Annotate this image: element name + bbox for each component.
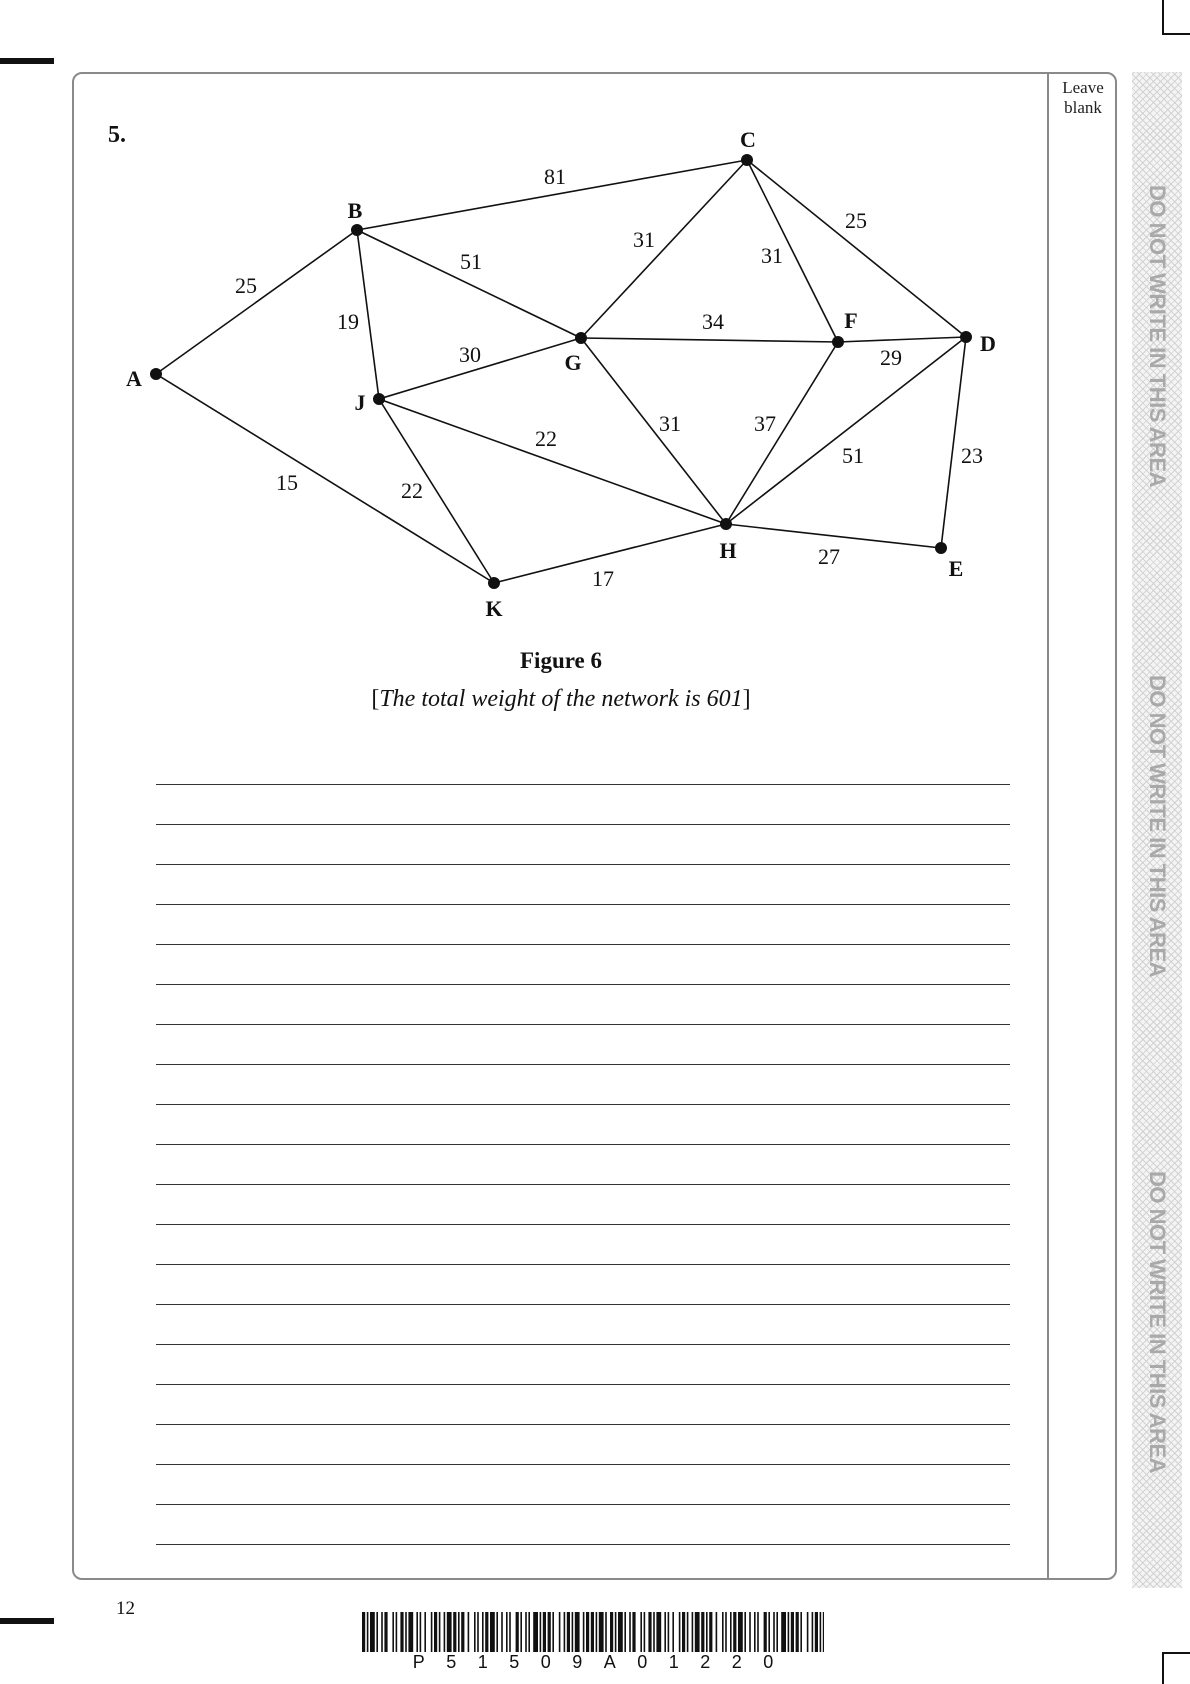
weight-label-b-g: 51 — [460, 249, 482, 274]
answer-line[interactable] — [156, 1184, 1010, 1185]
barcode-bar — [552, 1612, 554, 1652]
barcode-bar — [653, 1612, 655, 1652]
barcode-bar — [416, 1612, 418, 1652]
barcode-bar — [392, 1612, 394, 1652]
barcode-bar — [716, 1612, 718, 1652]
answer-line[interactable] — [156, 1424, 1010, 1425]
barcode-bar — [615, 1612, 617, 1652]
edge-b-g — [357, 230, 581, 338]
answer-line[interactable] — [156, 1024, 1010, 1025]
node-label-k: K — [485, 596, 503, 621]
barcode-bar — [773, 1612, 775, 1652]
barcode-bar — [664, 1612, 666, 1652]
barcode-bar — [396, 1612, 398, 1652]
barcode-bar — [453, 1612, 456, 1652]
barcode-bar — [376, 1612, 378, 1652]
weight-label-a-b: 25 — [235, 273, 257, 298]
barcode-bar — [384, 1612, 387, 1652]
weight-label-f-h: 37 — [754, 411, 776, 436]
barcode-bar — [362, 1612, 365, 1652]
node-g — [575, 332, 587, 344]
barcode-bar — [408, 1612, 413, 1652]
barcode-bar — [583, 1612, 585, 1652]
barcode-bar — [439, 1612, 441, 1652]
barcode-bar — [744, 1612, 746, 1652]
edge-a-b — [156, 230, 357, 374]
barcode-bar — [629, 1612, 631, 1652]
barcode-bar — [757, 1612, 759, 1652]
node-label-e: E — [948, 556, 964, 581]
answer-line[interactable] — [156, 1304, 1010, 1305]
question-number: 5. — [108, 122, 126, 148]
crop-mark-bottom-right — [1162, 1652, 1164, 1684]
node-j — [373, 393, 385, 405]
answer-line[interactable] — [156, 1544, 1010, 1545]
barcode-bar — [477, 1612, 479, 1652]
edge-g-f — [581, 338, 838, 342]
barcode-bar — [525, 1612, 527, 1652]
barcode-bar — [668, 1612, 670, 1652]
barcode-bar — [687, 1612, 689, 1652]
barcode-bar — [706, 1612, 708, 1652]
caption-text: The total weight of the network is 601 — [379, 686, 743, 712]
answer-line[interactable] — [156, 1384, 1010, 1385]
edge-f-d — [838, 337, 966, 342]
edge-j-k — [379, 399, 494, 583]
node-f — [832, 336, 844, 348]
answer-line[interactable] — [156, 1224, 1010, 1225]
edge-f-h — [726, 342, 838, 524]
answer-line[interactable] — [156, 1104, 1010, 1105]
weight-label-d-e: 23 — [961, 443, 983, 468]
barcode-bar — [610, 1612, 613, 1652]
barcode-bar — [754, 1612, 756, 1652]
barcode-char: 2 — [700, 1652, 711, 1672]
caption-close-bracket: ] — [742, 686, 751, 712]
barcode-bar — [474, 1612, 476, 1652]
weight-label-d-h: 51 — [842, 443, 864, 468]
answer-line[interactable] — [156, 984, 1010, 985]
barcode-bar — [559, 1612, 561, 1652]
node-label-j: J — [354, 390, 366, 415]
barcode-bar — [509, 1612, 511, 1652]
barcode-bar — [709, 1612, 712, 1652]
barcode-bar — [520, 1612, 522, 1652]
barcode-bar — [618, 1612, 623, 1652]
weight-label-c-f: 31 — [761, 243, 783, 268]
barcode-bar — [496, 1612, 498, 1652]
barcode-bar — [381, 1612, 383, 1652]
answer-line[interactable] — [156, 944, 1010, 945]
node-label-d: D — [980, 331, 996, 356]
barcode-bar — [776, 1612, 778, 1652]
barcode-char: 1 — [477, 1652, 488, 1672]
barcode-bar — [431, 1612, 433, 1652]
barcode-bar — [540, 1612, 542, 1652]
barcode-bar — [528, 1612, 530, 1652]
barcode-bar — [599, 1612, 604, 1652]
barcode-bar — [764, 1612, 767, 1652]
edge-g-h — [581, 338, 726, 524]
barcode-bar — [781, 1612, 786, 1652]
barcode-bar — [485, 1612, 488, 1652]
barcode-char: 5 — [446, 1652, 457, 1672]
weight-label-j-h: 22 — [535, 426, 557, 451]
answer-line[interactable] — [156, 1264, 1010, 1265]
barcode-bar — [490, 1612, 495, 1652]
barcode-bar — [823, 1612, 824, 1652]
barcode-bar — [567, 1612, 570, 1652]
barcode-bar — [501, 1612, 503, 1652]
barcode-bar — [564, 1612, 566, 1652]
barcode-bar — [548, 1612, 551, 1652]
answer-line[interactable] — [156, 1464, 1010, 1465]
barcode-bar — [624, 1612, 626, 1652]
answer-line[interactable] — [156, 1344, 1010, 1345]
barcode — [362, 1612, 824, 1652]
barcode-bar — [516, 1612, 519, 1652]
barcode-bar — [788, 1612, 790, 1652]
barcode-char: 0 — [540, 1652, 551, 1672]
barcode-bar — [543, 1612, 546, 1652]
edge-a-k — [156, 374, 494, 583]
weight-label-b-c: 81 — [544, 164, 566, 189]
figure-caption — [0, 686, 1122, 713]
page-number: 12 — [116, 1598, 135, 1619]
barcode-bar — [367, 1612, 369, 1652]
weight-label-j-g: 30 — [459, 342, 481, 367]
barcode-bar — [400, 1612, 403, 1652]
barcode-bar — [648, 1612, 651, 1652]
barcode-bar — [596, 1612, 598, 1652]
barcode-bar — [815, 1612, 818, 1652]
barcode-text — [362, 1652, 824, 1673]
barcode-bar — [447, 1612, 452, 1652]
weight-label-h-e: 27 — [818, 544, 840, 569]
barcode-bar — [575, 1612, 580, 1652]
node-label-c: C — [740, 127, 756, 152]
weight-label-j-k: 22 — [401, 478, 423, 503]
barcode-bar — [420, 1612, 422, 1652]
node-label-b: B — [347, 198, 363, 223]
barcode-bar — [679, 1612, 681, 1652]
barcode-bar — [444, 1612, 446, 1652]
weight-label-g-h: 31 — [659, 411, 681, 436]
node-label-h: H — [719, 538, 737, 563]
barcode-bar — [640, 1612, 642, 1652]
barcode-bar — [812, 1612, 814, 1652]
barcode-bar — [692, 1612, 694, 1652]
weight-label-b-j: 19 — [337, 309, 359, 334]
node-k — [488, 577, 500, 589]
barcode-bar — [796, 1612, 799, 1652]
barcode-bar — [701, 1612, 704, 1652]
node-label-a: A — [126, 366, 142, 391]
barcode-bar — [738, 1612, 743, 1652]
network-diagram — [0, 0, 1120, 640]
barcode-bar — [800, 1612, 802, 1652]
crop-mark-top-right-h — [1162, 33, 1190, 35]
weight-label-a-k: 15 — [276, 470, 298, 495]
barcode-bar — [424, 1612, 426, 1652]
barcode-char: 5 — [509, 1652, 520, 1672]
barcode-bar — [682, 1612, 685, 1652]
barcode-bar — [533, 1612, 538, 1652]
node-h — [720, 518, 732, 530]
leave-blank-label: Leave blank — [1062, 78, 1104, 117]
barcode-char: P — [412, 1652, 425, 1672]
answer-line[interactable] — [156, 824, 1010, 825]
barcode-bar — [656, 1612, 661, 1652]
barcode-char: 0 — [637, 1652, 648, 1672]
barcode-bar — [632, 1612, 635, 1652]
node-b — [351, 224, 363, 236]
barcode-bar — [405, 1612, 407, 1652]
node-e — [935, 542, 947, 554]
figure-title: Figure 6 — [520, 648, 602, 673]
barcode-bar — [725, 1612, 727, 1652]
caption-open-bracket: [ — [371, 686, 380, 712]
crop-mark-bottom-right-h — [1162, 1652, 1190, 1654]
barcode-char: 0 — [763, 1652, 774, 1672]
edge-b-j — [357, 230, 379, 399]
barcode-bar — [458, 1612, 460, 1652]
answer-line[interactable] — [156, 1504, 1010, 1505]
barcode-char: 2 — [731, 1652, 742, 1672]
barcode-bar — [586, 1612, 589, 1652]
barcode-bar — [807, 1612, 809, 1652]
barcode-bar — [605, 1612, 607, 1652]
node-d — [960, 331, 972, 343]
answer-line[interactable] — [156, 1064, 1010, 1065]
node-label-f: F — [844, 308, 858, 333]
barcode-bar — [482, 1612, 484, 1652]
node-c — [741, 154, 753, 166]
node-a — [150, 368, 162, 380]
answer-line[interactable] — [156, 1144, 1010, 1145]
barcode-bar — [768, 1612, 770, 1652]
barcode-bar — [572, 1612, 574, 1652]
barcode-bar — [695, 1612, 700, 1652]
crop-mark-top-right — [1162, 0, 1164, 34]
barcode-bar — [733, 1612, 736, 1652]
weight-label-f-d: 29 — [880, 345, 902, 370]
node-label-g: G — [564, 350, 582, 375]
answer-line[interactable] — [156, 904, 1010, 905]
barcode-bar — [749, 1612, 751, 1652]
barcode-bar — [722, 1612, 724, 1652]
barcode-char: 9 — [572, 1652, 583, 1672]
barcode-bar — [461, 1612, 464, 1652]
weight-label-g-f: 34 — [702, 309, 724, 334]
barcode-char: 1 — [668, 1652, 679, 1672]
barcode-bar — [506, 1612, 508, 1652]
barcode-bar — [672, 1612, 674, 1652]
answer-line[interactable] — [156, 864, 1010, 865]
weight-label-c-g: 31 — [633, 227, 655, 252]
barcode-bar — [591, 1612, 594, 1652]
barcode-bar — [468, 1612, 470, 1652]
barcode-bar — [730, 1612, 732, 1652]
barcode-char: A — [603, 1652, 616, 1672]
barcode-bar — [644, 1612, 646, 1652]
crop-mark-bottom-left — [0, 1618, 54, 1624]
answer-line[interactable] — [156, 784, 1010, 785]
barcode-bar — [434, 1612, 437, 1652]
barcode-bar — [370, 1612, 375, 1652]
weight-label-c-d: 25 — [845, 208, 867, 233]
barcode-bar — [791, 1612, 794, 1652]
weight-label-k-h: 17 — [592, 566, 614, 591]
barcode-bar — [820, 1612, 822, 1652]
